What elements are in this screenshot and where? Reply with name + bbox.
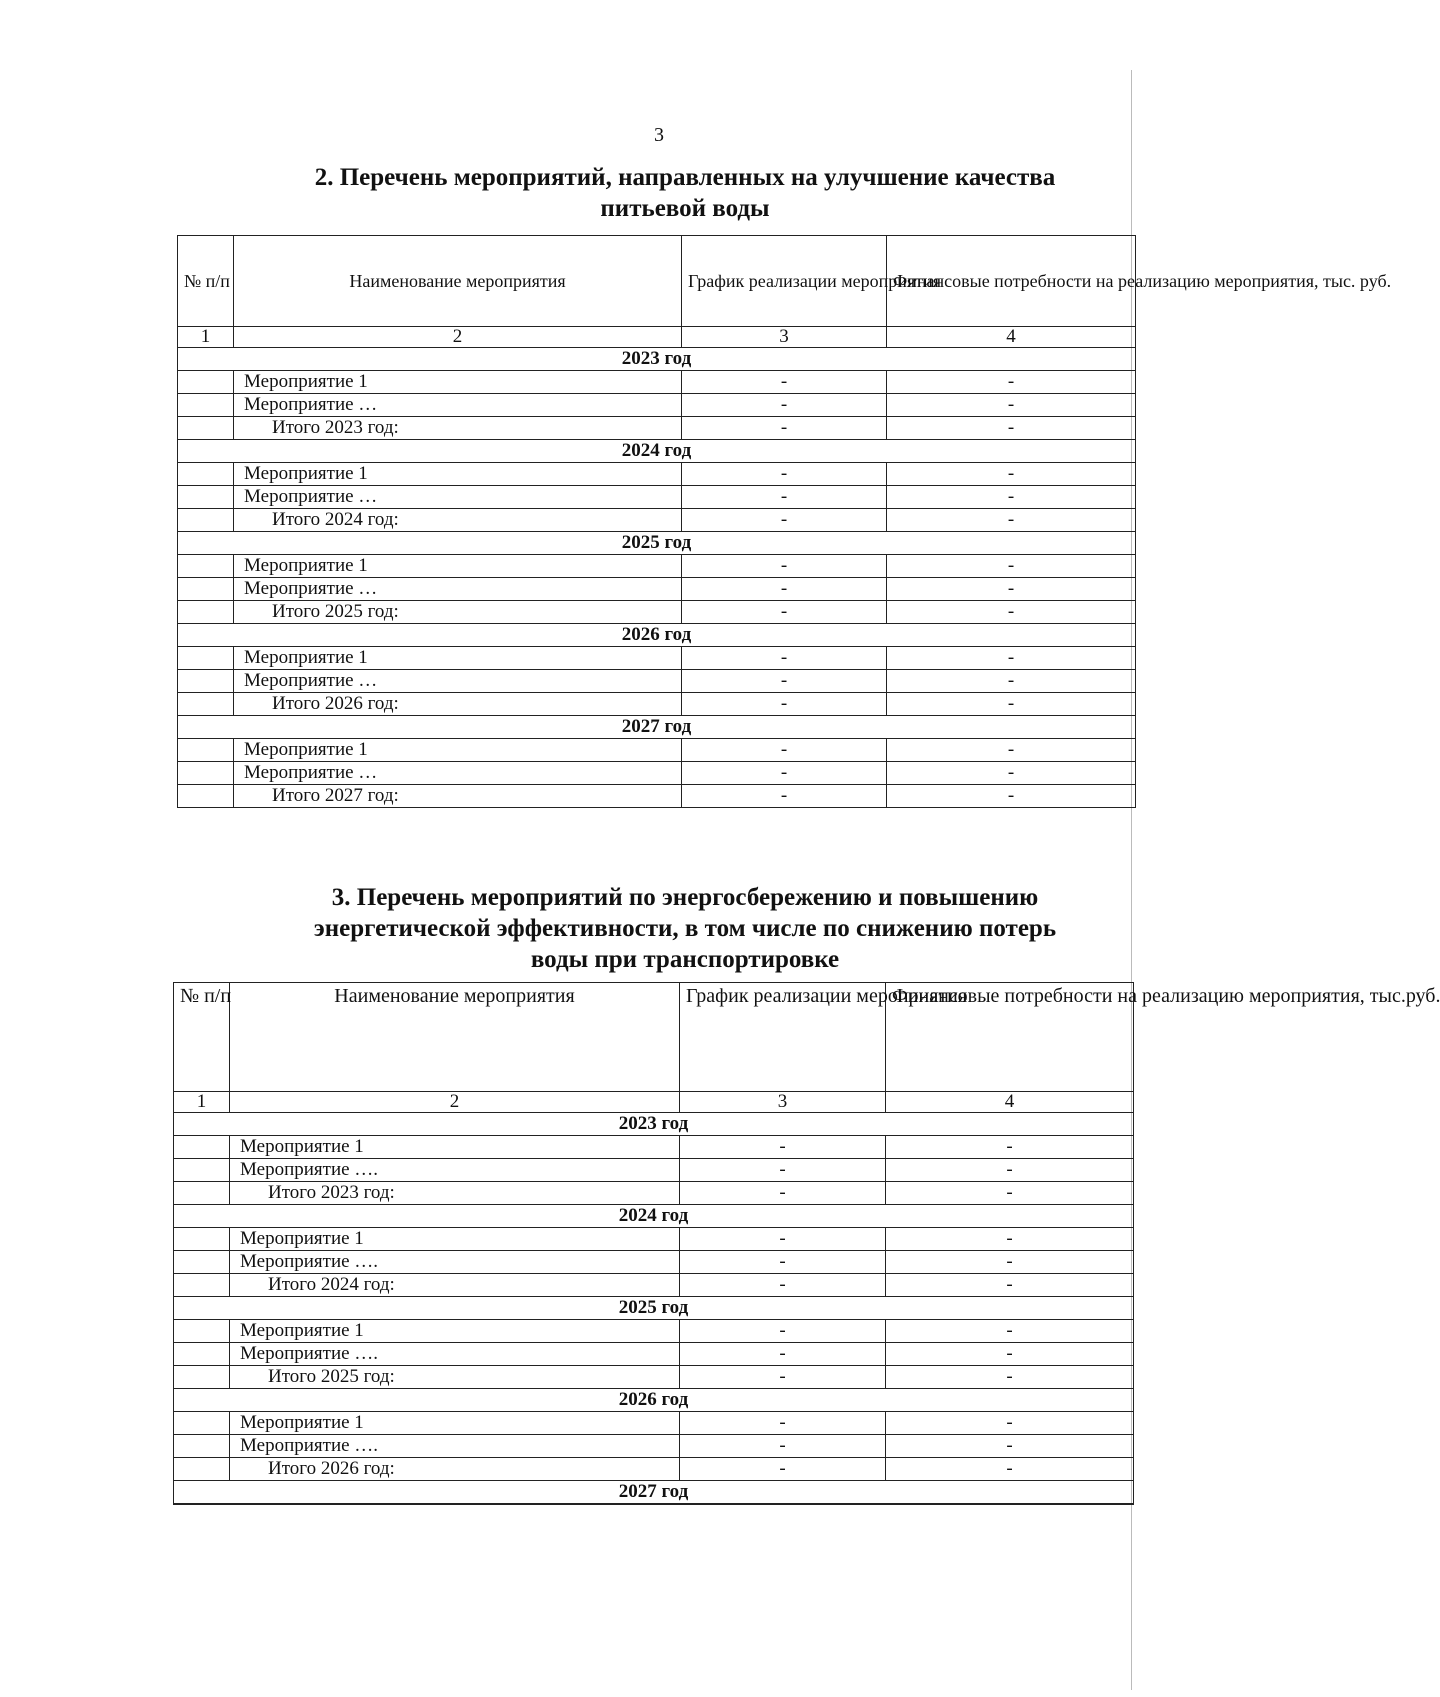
year-label: 2023 год bbox=[178, 348, 1136, 371]
section-3-title-line-3: воды при транспортировке bbox=[530, 946, 840, 973]
finance-value: - bbox=[886, 1182, 1134, 1205]
table-row bbox=[174, 1251, 1134, 1274]
table-header-row bbox=[174, 983, 1134, 1092]
schedule-value: - bbox=[682, 509, 887, 532]
measure-name: Мероприятие … bbox=[234, 670, 682, 693]
schedule-value: - bbox=[682, 601, 887, 624]
measure-name: Мероприятие 1 bbox=[234, 555, 682, 578]
measure-name: Мероприятие … bbox=[234, 578, 682, 601]
finance-value: - bbox=[886, 1458, 1134, 1481]
total-label: Итого 2026 год: bbox=[234, 693, 682, 716]
schedule-value: - bbox=[682, 693, 887, 716]
schedule-value: - bbox=[682, 647, 887, 670]
section-2-title-line-2: питьевой воды bbox=[600, 195, 770, 222]
schedule-value: - bbox=[680, 1228, 886, 1251]
table-row bbox=[174, 1320, 1134, 1343]
header-num: № п/п bbox=[178, 236, 234, 327]
row-number bbox=[178, 486, 234, 509]
measure-name: Мероприятие …. bbox=[230, 1435, 680, 1458]
finance-value: - bbox=[886, 1435, 1134, 1458]
measure-name: Мероприятие …. bbox=[230, 1159, 680, 1182]
total-row bbox=[174, 1274, 1134, 1297]
table-row bbox=[178, 739, 1136, 762]
year-row bbox=[174, 1297, 1134, 1320]
row-number bbox=[174, 1412, 230, 1435]
measure-name: Мероприятие 1 bbox=[230, 1136, 680, 1159]
row-number bbox=[174, 1182, 230, 1205]
schedule-value: - bbox=[682, 394, 887, 417]
schedule-value: - bbox=[682, 463, 887, 486]
measure-name: Мероприятие 1 bbox=[230, 1412, 680, 1435]
year-label: 2026 год bbox=[174, 1389, 1134, 1412]
section-2-table bbox=[177, 235, 1392, 808]
table-row bbox=[178, 463, 1136, 486]
row-number bbox=[174, 1228, 230, 1251]
schedule-value: - bbox=[682, 555, 887, 578]
row-number bbox=[178, 463, 234, 486]
total-label: Итого 2027 год: bbox=[234, 785, 682, 808]
row-number bbox=[178, 601, 234, 624]
table-row bbox=[174, 1343, 1134, 1366]
finance-value: - bbox=[887, 739, 1136, 762]
finance-value: - bbox=[887, 601, 1136, 624]
total-label: Итого 2023 год: bbox=[230, 1182, 680, 1205]
year-label: 2025 год bbox=[174, 1297, 1134, 1320]
row-number bbox=[174, 1251, 230, 1274]
measure-name: Мероприятие 1 bbox=[234, 371, 682, 394]
finance-value: - bbox=[886, 1412, 1134, 1435]
schedule-value: - bbox=[682, 486, 887, 509]
year-row bbox=[174, 1481, 1134, 1505]
row-number bbox=[178, 785, 234, 808]
finance-value: - bbox=[887, 670, 1136, 693]
finance-value: - bbox=[886, 1228, 1134, 1251]
table-row bbox=[178, 371, 1136, 394]
row-number bbox=[174, 1458, 230, 1481]
finance-value: - bbox=[887, 371, 1136, 394]
year-label: 2024 год bbox=[174, 1205, 1134, 1228]
measure-name: Мероприятие …. bbox=[230, 1251, 680, 1274]
column-number: 1 bbox=[174, 1092, 230, 1113]
finance-value: - bbox=[887, 578, 1136, 601]
section-3-title-line-1: 3. Перечень мероприятий по энергосбережению и повышению bbox=[331, 884, 1039, 911]
year-label: 2024 год bbox=[178, 440, 1136, 463]
row-number bbox=[178, 394, 234, 417]
total-row bbox=[178, 509, 1136, 532]
header-name: Наименование мероприятия bbox=[230, 983, 680, 1092]
row-number bbox=[178, 371, 234, 394]
measure-name: Мероприятие 1 bbox=[230, 1320, 680, 1343]
row-number bbox=[178, 670, 234, 693]
row-number bbox=[178, 555, 234, 578]
table-row bbox=[178, 578, 1136, 601]
schedule-value: - bbox=[682, 762, 887, 785]
total-row bbox=[174, 1182, 1134, 1205]
schedule-value: - bbox=[680, 1412, 886, 1435]
row-number bbox=[174, 1435, 230, 1458]
header-num: № п/п bbox=[174, 983, 230, 1092]
table-row bbox=[174, 1159, 1134, 1182]
section-3-title-line-2: энергетической эффективности, в том числе по снижению потерь bbox=[313, 915, 1057, 942]
column-number: 3 bbox=[682, 327, 887, 348]
schedule-value: - bbox=[682, 739, 887, 762]
column-number-row bbox=[174, 1092, 1134, 1113]
finance-value: - bbox=[887, 785, 1136, 808]
year-label: 2023 год bbox=[174, 1113, 1134, 1136]
schedule-value: - bbox=[682, 417, 887, 440]
table-row bbox=[178, 555, 1136, 578]
row-number bbox=[174, 1320, 230, 1343]
section-2-title bbox=[250, 162, 1120, 224]
year-row bbox=[178, 348, 1136, 371]
column-number: 4 bbox=[887, 327, 1136, 348]
total-label: Итого 2023 год: bbox=[234, 417, 682, 440]
row-number bbox=[178, 647, 234, 670]
row-number bbox=[178, 509, 234, 532]
header-finance: Финансовые потребности на реализацию мероприятия, тыс. руб. bbox=[887, 236, 1136, 327]
column-number-row bbox=[178, 327, 1136, 348]
finance-value: - bbox=[886, 1274, 1134, 1297]
year-row bbox=[178, 440, 1136, 463]
measure-name: Мероприятие …. bbox=[230, 1343, 680, 1366]
schedule-value: - bbox=[680, 1182, 886, 1205]
row-number bbox=[174, 1136, 230, 1159]
year-row bbox=[178, 716, 1136, 739]
schedule-value: - bbox=[680, 1274, 886, 1297]
column-number: 3 bbox=[680, 1092, 886, 1113]
page-number: 3 bbox=[654, 124, 664, 146]
schedule-value: - bbox=[682, 578, 887, 601]
schedule-value: - bbox=[680, 1251, 886, 1274]
table-header-row bbox=[178, 236, 1136, 327]
schedule-value: - bbox=[682, 785, 887, 808]
header-name: Наименование мероприятия bbox=[234, 236, 682, 327]
schedule-value: - bbox=[680, 1136, 886, 1159]
measure-name: Мероприятие 1 bbox=[230, 1228, 680, 1251]
finance-value: - bbox=[886, 1159, 1134, 1182]
row-number bbox=[174, 1366, 230, 1389]
measure-name: Мероприятие 1 bbox=[234, 463, 682, 486]
total-label: Итого 2024 год: bbox=[234, 509, 682, 532]
total-row bbox=[178, 693, 1136, 716]
table-row bbox=[174, 1228, 1134, 1251]
year-row bbox=[178, 624, 1136, 647]
column-number: 2 bbox=[234, 327, 682, 348]
finance-value: - bbox=[887, 693, 1136, 716]
schedule-value: - bbox=[680, 1343, 886, 1366]
total-label: Итого 2026 год: bbox=[230, 1458, 680, 1481]
schedule-value: - bbox=[682, 371, 887, 394]
row-number bbox=[178, 739, 234, 762]
table-row bbox=[178, 762, 1136, 785]
row-number bbox=[178, 417, 234, 440]
column-number: 2 bbox=[230, 1092, 680, 1113]
year-label: 2027 год bbox=[178, 716, 1136, 739]
row-number bbox=[178, 762, 234, 785]
measure-name: Мероприятие 1 bbox=[234, 739, 682, 762]
table-row bbox=[178, 647, 1136, 670]
row-number bbox=[174, 1343, 230, 1366]
column-number: 1 bbox=[178, 327, 234, 348]
measure-name: Мероприятие 1 bbox=[234, 647, 682, 670]
schedule-value: - bbox=[680, 1366, 886, 1389]
finance-value: - bbox=[887, 555, 1136, 578]
total-label: Итого 2025 год: bbox=[234, 601, 682, 624]
total-row bbox=[178, 785, 1136, 808]
table-row bbox=[174, 1412, 1134, 1435]
finance-value: - bbox=[887, 394, 1136, 417]
section-2-title-line-1: 2. Перечень мероприятий, направленных на улучшение качества bbox=[314, 164, 1056, 191]
measure-name: Мероприятие … bbox=[234, 486, 682, 509]
table-row bbox=[178, 486, 1136, 509]
header-schedule: График реализации мероприятия bbox=[682, 236, 887, 327]
schedule-value: - bbox=[682, 670, 887, 693]
total-row bbox=[178, 417, 1136, 440]
year-row bbox=[174, 1389, 1134, 1412]
year-label: 2026 год bbox=[178, 624, 1136, 647]
finance-value: - bbox=[887, 417, 1136, 440]
finance-value: - bbox=[887, 509, 1136, 532]
total-row bbox=[174, 1366, 1134, 1389]
measure-name: Мероприятие … bbox=[234, 762, 682, 785]
schedule-value: - bbox=[680, 1458, 886, 1481]
finance-value: - bbox=[886, 1136, 1134, 1159]
section-3-table bbox=[173, 982, 1440, 1505]
year-row bbox=[178, 532, 1136, 555]
total-row bbox=[178, 601, 1136, 624]
finance-value: - bbox=[887, 463, 1136, 486]
year-label: 2025 год bbox=[178, 532, 1136, 555]
table-row bbox=[174, 1136, 1134, 1159]
year-row bbox=[174, 1205, 1134, 1228]
finance-value: - bbox=[886, 1320, 1134, 1343]
total-row bbox=[174, 1458, 1134, 1481]
row-number bbox=[178, 578, 234, 601]
year-row bbox=[174, 1113, 1134, 1136]
header-finance: Финансовые потребности на реализацию мероприятия, тыс.руб. bbox=[886, 983, 1134, 1092]
finance-value: - bbox=[886, 1251, 1134, 1274]
table-row bbox=[178, 394, 1136, 417]
measure-name: Мероприятие … bbox=[234, 394, 682, 417]
total-label: Итого 2025 год: bbox=[230, 1366, 680, 1389]
schedule-value: - bbox=[680, 1435, 886, 1458]
row-number bbox=[174, 1274, 230, 1297]
total-label: Итого 2024 год: bbox=[230, 1274, 680, 1297]
finance-value: - bbox=[887, 647, 1136, 670]
year-label: 2027 год bbox=[174, 1481, 1134, 1505]
section-3-title bbox=[250, 882, 1120, 975]
finance-value: - bbox=[886, 1343, 1134, 1366]
schedule-value: - bbox=[680, 1159, 886, 1182]
finance-value: - bbox=[887, 486, 1136, 509]
column-number: 4 bbox=[886, 1092, 1134, 1113]
finance-value: - bbox=[887, 762, 1136, 785]
schedule-value: - bbox=[680, 1320, 886, 1343]
finance-value: - bbox=[886, 1366, 1134, 1389]
row-number bbox=[178, 693, 234, 716]
row-number bbox=[174, 1159, 230, 1182]
header-schedule: График реализации мероприятия bbox=[680, 983, 886, 1092]
table-row bbox=[178, 670, 1136, 693]
table-row bbox=[174, 1435, 1134, 1458]
